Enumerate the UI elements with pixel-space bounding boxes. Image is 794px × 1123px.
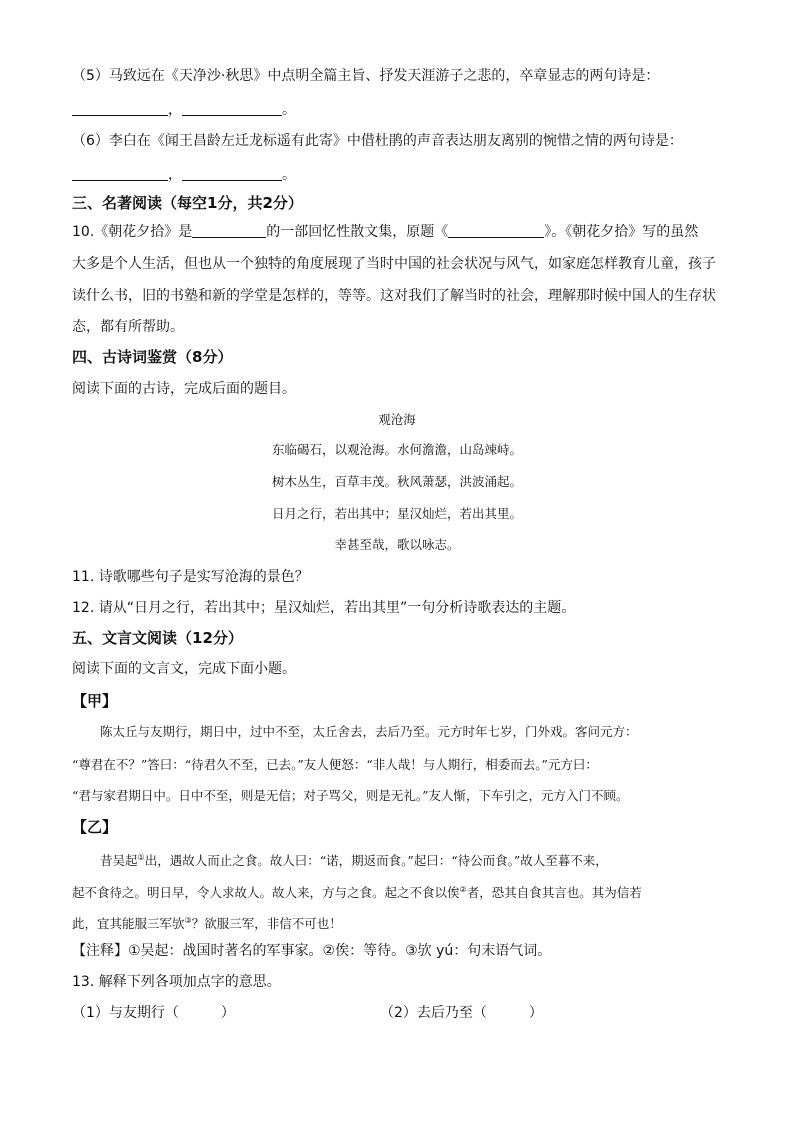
q5-question: （5）马致远在《天净沙·秋思》中点明全篇主旨、抒发天涯游子之悲的，卒章显志的两句诗是： — [72, 68, 660, 84]
poem-line-1: 东临碣石，以观沧海。水何澹澹，山岛竦峙。 — [271, 442, 522, 457]
q10-line-1 — [72, 222, 698, 242]
q10-blank-author[interactable] — [192, 223, 266, 238]
q6-end: 。 — [282, 167, 296, 183]
q5-answer-line — [72, 100, 296, 120]
passage-jia-line-1: 陈太丘与友期行，期日中，过中不至，太丘舍去，去后乃至。元方时年七岁，门外戏。客问元方： — [100, 724, 638, 739]
section-3-title: 三、名著阅读（每空1分，共2分） — [72, 194, 303, 212]
q10-text-a: 10.《朝花夕拾》是 — [72, 224, 193, 240]
passage-yi-line-3 — [72, 911, 342, 934]
note-marker-2: ② — [459, 885, 467, 894]
passage-jia-label: 【甲】 — [72, 692, 118, 710]
q6-question: （6）李白在《闻王昌龄左迁龙标遥有此寄》中借杜鹃的声音表达朋友离别的惋惜之情的两句诗是： — [72, 133, 683, 149]
passage-yi-line-2 — [72, 880, 642, 903]
q10-line-4: 态，都有所帮助。 — [72, 319, 184, 335]
q6-blank-2[interactable] — [182, 166, 282, 181]
passage-jia-line-2: “尊君在不？”答曰：“待君久不至，已去。”友人便怒：“非人哉！与人期行，相委而去。”元方曰： — [72, 757, 598, 772]
poem-line-4: 幸甚至哉，歌以咏志。 — [334, 537, 460, 552]
section-4-instruction: 阅读下面的古诗，完成后面的题目。 — [72, 381, 296, 397]
note-marker-3: ③ — [184, 916, 192, 925]
q13: 13. 解释下列各项加点字的意思。 — [72, 974, 281, 990]
note-marker-1: ① — [137, 853, 145, 862]
q12: 12. 请从“日月之行，若出其中；星汉灿烂，若出其里”一句分析诗歌表达的主题。 — [72, 600, 576, 616]
yi-text: 出，遇故人而止之食。故人曰：“诺，期返而食。”起曰：“待公而食。”故人至暮不来， — [144, 853, 608, 868]
q10-line-2: 大多是个人生活，但也从一个独特的角度展现了当时中国的社会状况与风气，如家庭怎样教育儿童，孩子 — [72, 256, 716, 272]
yi-text: 起不食待之。明日早，令人求故人。故人来，方与之食。起之不食以俟 — [72, 885, 460, 900]
q10-text-c: 》。《朝花夕拾》写的虽然 — [544, 224, 699, 240]
annotations: 【注释】①吴起：战国时著名的军事家。②俟：等待。③欤 yú：句末语气词。 — [72, 943, 552, 959]
q10-line-3: 读什么书，旧的书塾和新的学堂是怎样的，等等。这对我们了解当时的社会，理解那时候中国人的生存状 — [72, 288, 716, 304]
q10-text-b: 的一部回忆性散文集，原题《 — [266, 224, 449, 240]
q13-item-1: （1）与友期行（ ） — [72, 1005, 235, 1021]
poem-line-3: 日月之行，若出其中；星汉灿烂，若出其里。 — [271, 506, 522, 521]
q6-answer-line — [72, 165, 296, 185]
q5-sep: ， — [168, 102, 182, 118]
yi-text: ？欲服三军，非信不可也！ — [191, 916, 342, 931]
q6-blank-1[interactable] — [72, 166, 168, 181]
section-5-instruction: 阅读下面的文言文，完成下面小题。 — [72, 661, 296, 677]
passage-yi-label: 【乙】 — [72, 818, 118, 836]
q13-item-2: （2）去后乃至（ ） — [380, 1005, 543, 1021]
section-4-title: 四、古诗词鉴赏（8分） — [72, 348, 233, 366]
passage-jia-line-3: “君与家君期日中。日中不至，则是无信；对子骂父，则是无礼。”友人惭，下车引之，元方入门不顾。 — [72, 788, 629, 803]
passage-yi-line-1 — [100, 848, 608, 871]
q5-blank-2[interactable] — [182, 101, 282, 116]
yi-text: 昔吴起 — [100, 853, 138, 868]
q5-end: 。 — [282, 102, 296, 118]
q6-sep: ， — [168, 167, 182, 183]
q10-blank-title[interactable] — [448, 223, 544, 238]
yi-text: 者，恐其自食其言也。其为信若 — [466, 885, 642, 900]
q11: 11. 诗歌哪些句子是实写沧海的景色？ — [72, 569, 309, 585]
section-5-title: 五、文言文阅读（12分） — [72, 629, 243, 647]
yi-text: 此，宜其能服三军欤 — [72, 916, 185, 931]
poem-title: 观沧海 — [378, 412, 416, 427]
poem-line-2: 树木丛生，百草丰茂。秋风萧瑟，洪波涌起。 — [271, 474, 522, 489]
q5-blank-1[interactable] — [72, 101, 168, 116]
